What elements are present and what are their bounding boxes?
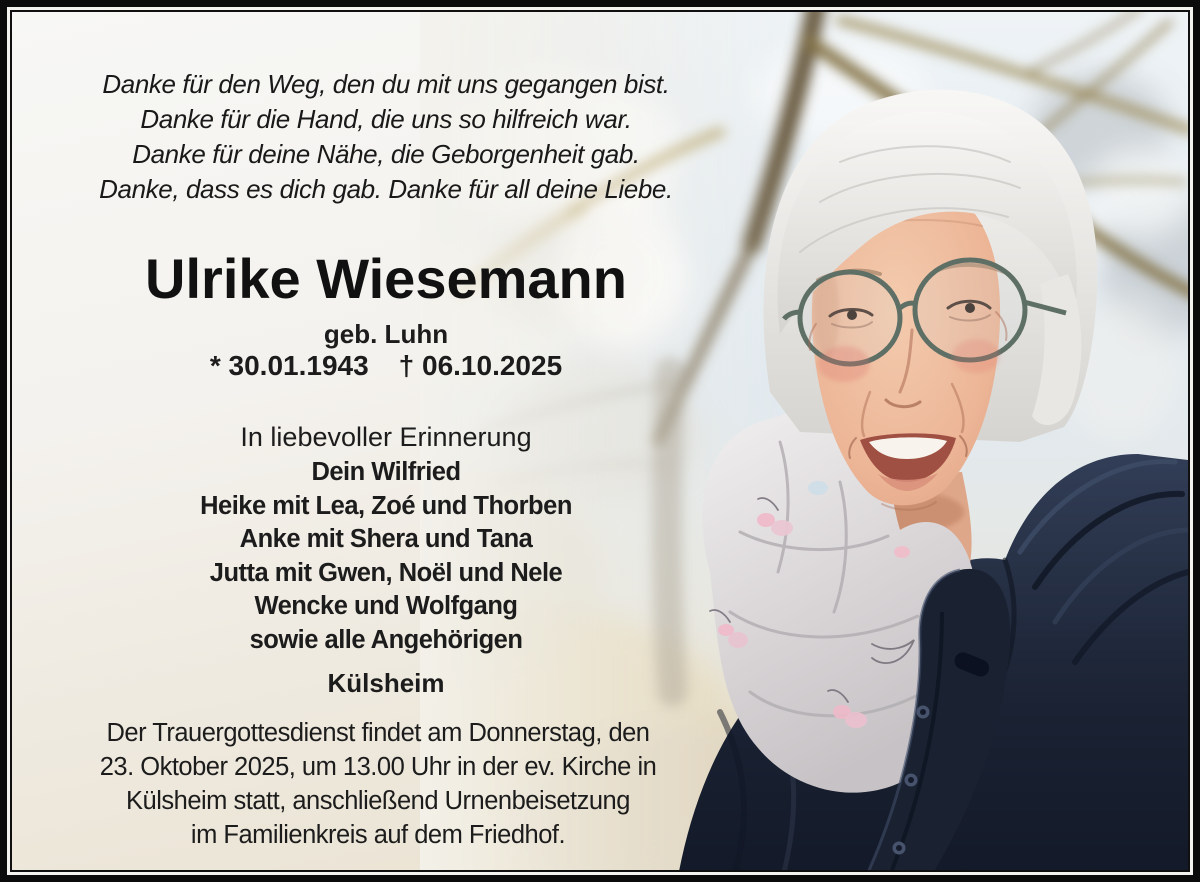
- service-line: Der Trauergottesdienst findet am Donnerstag, den: [106, 719, 650, 747]
- life-dates: [12, 350, 760, 382]
- mourners-list: [12, 456, 760, 657]
- service-line: 23. Oktober 2025, um 13.00 Uhr in der ev. Kirche in: [99, 753, 657, 781]
- memorial-line: In liebevoller Erinnerung: [240, 422, 532, 452]
- maiden-name: geb. Luhn: [323, 319, 449, 349]
- place-name: Külsheim: [327, 668, 445, 698]
- mourner-line: Anke mit Shera und Tana: [239, 525, 533, 553]
- mourner-line: Jutta mit Gwen, Noël und Nele: [209, 558, 563, 587]
- birth-date: * 30.01.1943: [209, 350, 369, 381]
- verse-line: Danke für den Weg, den du mit uns gegangen bist.: [102, 69, 670, 99]
- mourner-line: Wencke und Wolfgang: [254, 592, 518, 620]
- frame-white-strip: [7, 7, 1193, 875]
- card-content: [10, 10, 1190, 872]
- death-date: † 06.10.2025: [398, 350, 563, 381]
- service-line: Külsheim statt, anschließend Urnenbeisetzung: [126, 787, 630, 815]
- verse-line: Danke für die Hand, die uns so hilfreich war.: [140, 104, 632, 134]
- verse-line: Danke, dass es dich gab. Danke für all deine Liebe.: [99, 174, 673, 204]
- service-line: im Familienkreis auf dem Friedhof.: [190, 821, 566, 849]
- mourner-line: Dein Wilfried: [311, 458, 461, 486]
- mourner-line: Heike mit Lea, Zoé und Thorben: [200, 491, 572, 520]
- opening-verse: [12, 67, 760, 207]
- service-info: [10, 716, 752, 852]
- notice-text: [12, 12, 760, 870]
- verse-line: Danke für deine Nähe, die Geborgenheit gab.: [132, 139, 640, 169]
- mourner-line: sowie alle Angehörigen: [249, 625, 523, 654]
- deceased-name: Ulrike Wiesemann: [145, 247, 627, 310]
